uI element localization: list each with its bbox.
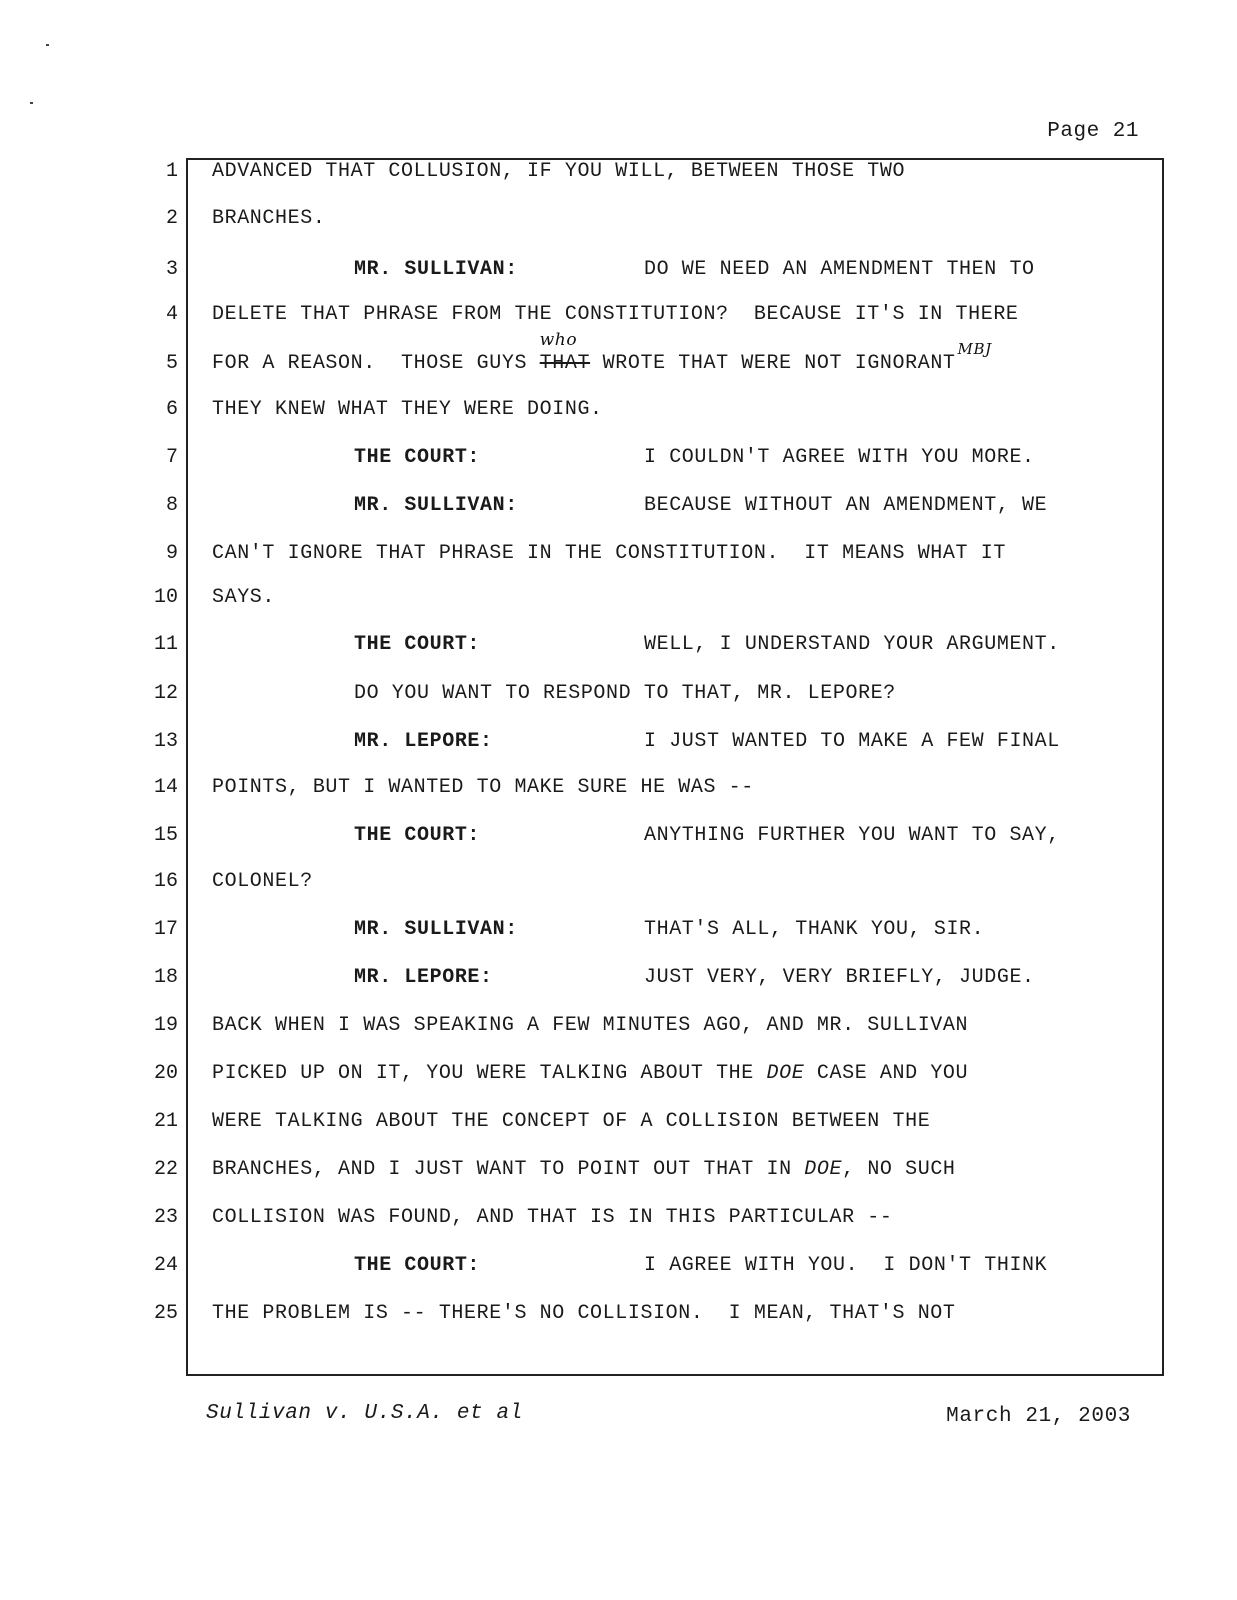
line-text: DO YOU WANT TO RESPOND TO THAT, MR. LEPORE? (354, 682, 896, 705)
line-number: 19 (153, 1014, 178, 1037)
struck-word: THAT who (539, 330, 591, 375)
line-text: COLLISION WAS FOUND, AND THAT IS IN THIS PARTICULAR -- (212, 1206, 893, 1229)
transcript-line (212, 207, 325, 230)
line-number: 25 (153, 1302, 178, 1325)
line-text: THEY KNEW WHAT THEY WERE DOING. (212, 398, 603, 421)
line-number: 16 (153, 870, 178, 893)
transcript-line (212, 682, 896, 705)
line-text: BRANCHES, AND I JUST WANT TO POINT OUT THAT IN (212, 1158, 805, 1181)
speaker-label: THE COURT: (354, 633, 481, 656)
line-number: 7 (165, 446, 178, 469)
case-name: DOE (804, 1158, 843, 1181)
transcript-line (212, 918, 984, 941)
transcript-line (212, 1254, 1047, 1277)
line-number: 17 (153, 918, 178, 941)
line-number: 13 (153, 730, 178, 753)
scan-speck (30, 102, 33, 104)
transcript-line (212, 870, 313, 893)
transcript-line (212, 776, 754, 799)
line-number: 8 (165, 494, 178, 517)
speaker-label: MR. SULLIVAN: (354, 258, 518, 281)
transcript-line (212, 160, 905, 183)
line-number: 18 (153, 966, 178, 989)
line-text: WROTE THAT WERE NOT IGNORANT (590, 352, 956, 375)
handwritten-insert: who (539, 330, 578, 350)
hearing-date: March 21, 2003 (946, 1405, 1131, 1428)
line-text: JUST VERY, VERY BRIEFLY, JUDGE. (644, 966, 1035, 989)
line-text: ADVANCED THAT COLLUSION, IF YOU WILL, BETWEEN THOSE TWO (212, 160, 906, 183)
transcript-line (212, 586, 275, 609)
line-number: 15 (153, 824, 178, 847)
handwritten-initials: MBJ (957, 340, 992, 358)
line-text: PICKED UP ON IT, YOU WERE TALKING ABOUT THE (212, 1062, 767, 1085)
line-number: 21 (153, 1110, 178, 1133)
line-number: 4 (165, 303, 178, 326)
line-text: CAN'T IGNORE THAT PHRASE IN THE CONSTITUTION. IT MEANS WHAT IT (212, 542, 1006, 565)
page-number: Page 21 (1047, 120, 1139, 143)
speaker-label: MR. SULLIVAN: (354, 494, 518, 517)
line-text: THAT'S ALL, THANK YOU, SIR. (644, 918, 985, 941)
line-number: 9 (165, 542, 178, 565)
transcript-frame (186, 158, 1164, 1376)
transcript-line (212, 966, 1035, 989)
transcript-line (212, 1158, 956, 1181)
line-number: 23 (153, 1206, 178, 1229)
line-number: 6 (165, 398, 178, 421)
case-caption: Sullivan v. U.S.A. et al (206, 1402, 523, 1425)
line-text: FOR A REASON. THOSE GUYS (212, 352, 540, 375)
line-number: 3 (165, 258, 178, 281)
line-text: DELETE THAT PHRASE FROM THE CONSTITUTION? BECAUSE IT'S IN THERE (212, 303, 1019, 326)
speaker-label: THE COURT: (354, 824, 481, 847)
line-text: BECAUSE WITHOUT AN AMENDMENT, WE (644, 494, 1048, 517)
line-number: 22 (153, 1158, 178, 1181)
line-number: 11 (153, 633, 178, 656)
speaker-label: MR. LEPORE: (354, 966, 493, 989)
line-text: DO WE NEED AN AMENDMENT THEN TO (644, 258, 1035, 281)
speaker-label: THE COURT: (354, 1254, 481, 1277)
line-number: 1 (165, 160, 178, 183)
line-number: 14 (153, 776, 178, 799)
line-text: I AGREE WITH YOU. I DON'T THINK (644, 1254, 1048, 1277)
line-text: CASE AND YOU (804, 1062, 969, 1085)
transcript-line (212, 446, 1035, 469)
case-name: DOE (766, 1062, 805, 1085)
line-text: POINTS, BUT I WANTED TO MAKE SURE HE WAS -- (212, 776, 754, 799)
transcript-line (212, 542, 1006, 565)
line-text: , NO SUCH (842, 1158, 956, 1181)
speaker-label: THE COURT: (354, 446, 481, 469)
transcript-line (212, 494, 1047, 517)
line-text: WELL, I UNDERSTAND YOUR ARGUMENT. (644, 633, 1060, 656)
line-number: 5 (165, 352, 178, 375)
line-text: I JUST WANTED TO MAKE A FEW FINAL (644, 730, 1060, 753)
transcript-line (212, 398, 603, 421)
transcript-line (212, 824, 1060, 847)
speaker-label: MR. SULLIVAN: (354, 918, 518, 941)
transcript-line (212, 1014, 968, 1037)
transcript-line (212, 303, 1019, 326)
line-text: ANYTHING FURTHER YOU WANT TO SAY, (644, 824, 1060, 847)
transcript-line (212, 1302, 956, 1325)
line-text: BACK WHEN I WAS SPEAKING A FEW MINUTES AGO, AND MR. SULLIVAN (212, 1014, 969, 1037)
line-number: 20 (153, 1062, 178, 1085)
transcript-line (212, 1206, 893, 1229)
line-number: 2 (165, 207, 178, 230)
transcript-line (212, 1110, 930, 1133)
line-text: WERE TALKING ABOUT THE CONCEPT OF A COLLISION BETWEEN THE (212, 1110, 931, 1133)
transcript-line (212, 633, 1060, 656)
scan-speck (46, 44, 49, 46)
line-text: SAYS. (212, 586, 276, 609)
speaker-label: MR. LEPORE: (354, 730, 493, 753)
transcript-line (212, 1062, 968, 1085)
line-number: 24 (153, 1254, 178, 1277)
line-text: THE PROBLEM IS -- THERE'S NO COLLISION. I MEAN, THAT'S NOT (212, 1302, 956, 1325)
transcript-line (212, 730, 1060, 753)
transcript-line (212, 330, 992, 375)
line-number: 12 (153, 682, 178, 705)
line-number: 10 (153, 586, 178, 609)
transcript-line (212, 258, 1035, 281)
line-text: I COULDN'T AGREE WITH YOU MORE. (644, 446, 1035, 469)
line-text: BRANCHES. (212, 207, 326, 230)
line-text: COLONEL? (212, 870, 313, 893)
